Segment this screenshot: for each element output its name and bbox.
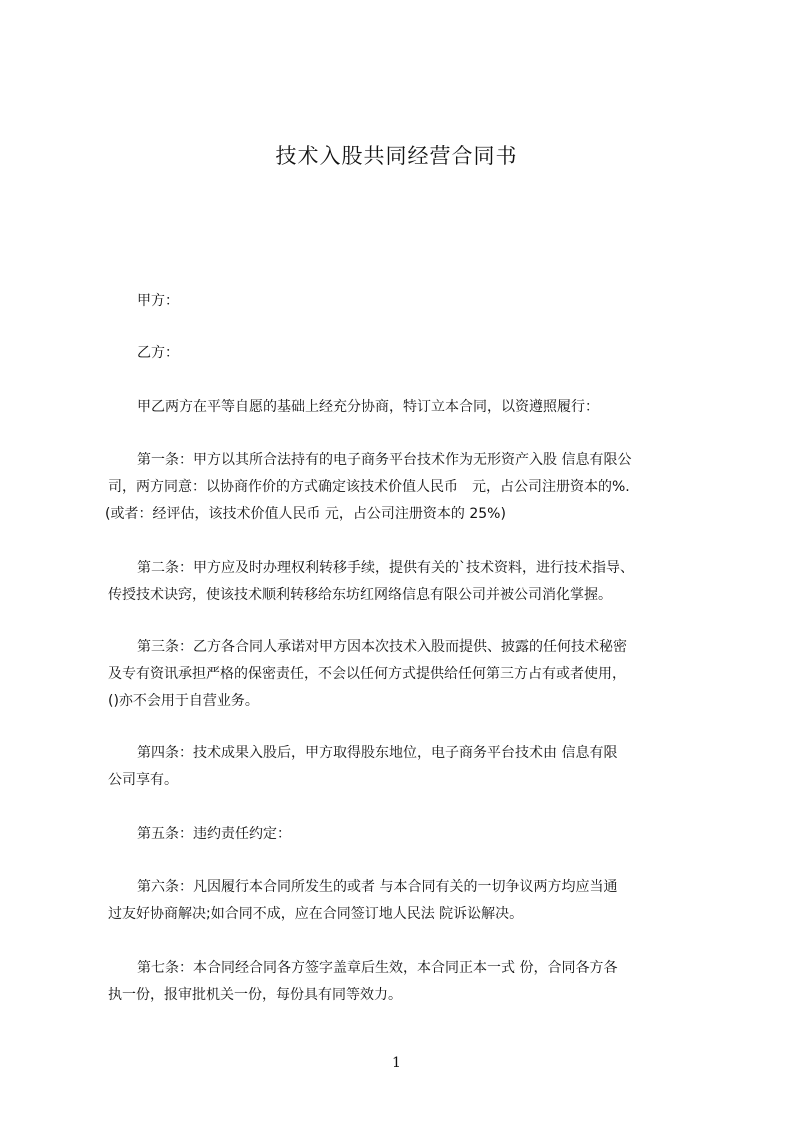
document-title: 技术入股共同经营合同书: [275, 144, 518, 168]
article-6: [108, 874, 691, 928]
page-number: 1: [392, 1055, 401, 1071]
article-7: [108, 955, 691, 1009]
party-b-label: 乙方：: [137, 345, 179, 361]
article-1-line-2: 司，两方同意：以协商作价的方式确定该技术价值人民币 元，占公司注册资本的%.: [108, 479, 630, 495]
article-2-line-2: 传授技术诀窍，使该技术顺利转移给东坊红网络信息有限公司并被公司消化掌握。: [108, 587, 612, 603]
article-3-line-1: 第三条：乙方各合同人承诺对甲方因本次技术入股而提供、披露的任何技术秘密: [137, 639, 627, 655]
article-1: [105, 447, 691, 528]
article-7-line-2: 执一份，报审批机关一份，每份具有同等效力。: [108, 987, 402, 1003]
article-6-line-1: 第六条：凡因履行本合同所发生的或者 与本合同有关的一切争议两方均应当通: [137, 879, 618, 895]
article-1-line-3: (或者：经评估，该技术价值人民币 元，占公司注册资本的 25%): [105, 506, 506, 522]
article-2-line-1: 第二条：甲方应及时办理权利转移手续，提供有关的`技术资料，进行技术指导、: [137, 560, 634, 576]
article-7-line-1: 第七条：本合同经合同各方签字盖章后生效，本合同正本一式 份，合同各方各: [137, 960, 618, 976]
article-5: 第五条：违约责任约定：: [137, 826, 291, 842]
party-a-label: 甲方：: [137, 293, 179, 309]
article-4: [108, 740, 691, 794]
article-3: [108, 634, 691, 715]
article-4-line-2: 公司享有。: [108, 772, 178, 788]
article-6-line-2: 过友好协商解决;如合同不成，应在合同签订地人民法 院诉讼解决。: [108, 906, 524, 922]
article-4-line-1: 第四条：技术成果入股后，甲方取得股东地位，电子商务平台技术由 信息有限: [137, 745, 618, 761]
article-3-line-2: 及专有资讯承担严格的保密责任，不会以任何方式提供给任何第三方占有或者使用，: [108, 666, 626, 682]
preamble-paragraph: 甲乙两方在平等自愿的基础上经充分协商，特订立本合同，以资遵照履行：: [137, 399, 599, 415]
article-3-line-3: ()亦不会用于自营业务。: [108, 693, 259, 709]
article-1-line-1: 第一条：甲方以其所合法持有的电子商务平台技术作为无形资产入股 信息有限公: [137, 452, 632, 468]
article-2: [108, 555, 691, 609]
